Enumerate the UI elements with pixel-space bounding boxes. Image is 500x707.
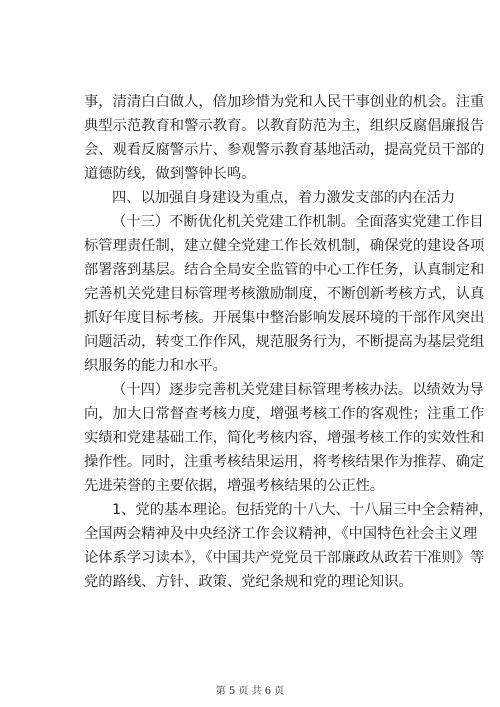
text-line: 会、观看反腐警示片、参观警示教育基地活动，提高党员干部的 <box>84 142 485 158</box>
text-line: 标管理责任制，建立健全党建工作长效机制，确保党的建设各项 <box>84 238 485 254</box>
text-line: 事，清清白白做人，倍加珍惜为党和人民干事创业的机会。注重 <box>84 94 485 110</box>
text-line: （十四）逐步完善机关党建目标管理考核办法。以绩效为导 <box>112 382 484 398</box>
text-line: 1、党的基本理论。包括党的十八大、十八届三中全会精神， <box>112 502 493 518</box>
text-line: 抓好年度目标考核。开展集中整治影响发展环境的干部作风突出 <box>84 310 485 326</box>
text-line: 先进荣誉的主要依据，增强考核结果的公正性。 <box>84 478 385 494</box>
text-line: 实绩和党建基础工作，简化考核内容，增强考核工作的实效性和 <box>84 430 485 446</box>
text-line: 操作性。同时，注重考核结果运用，将考核结果作为推荐、确定 <box>84 454 485 470</box>
text-line: 问题活动，转变工作作风，规范服务行为，不断提高为基层党组 <box>84 334 485 350</box>
text-line: 道德防线，做到警钟长鸣。 <box>84 166 256 182</box>
page-footer: 第 5 页 共 6 页 <box>215 686 285 697</box>
text-line: 织服务的能力和水平。 <box>84 358 227 374</box>
text-line: 论体系学习读本》，《中国共产党党员干部廉政从政若干准则》等 <box>84 550 485 566</box>
text-line: 完善机关党建目标管理考核激励制度，不断创新考核方式，认真 <box>84 286 485 302</box>
text-line: 全国两会精神及中央经济工作会议精神，《中国特色社会主义理 <box>84 526 478 542</box>
text-line: 党的路线、方针、政策、党纪条规和党的理论知识。 <box>84 574 413 590</box>
text-line: 部署落到基层。结合全局安全监管的中心工作任务，认真制定和 <box>84 262 485 278</box>
text-line: （十三）不断优化机关党建工作机制。全面落实党建工作目 <box>112 214 484 230</box>
body-text <box>84 90 493 594</box>
text-line: 典型示范教育和警示教育。以教育防范为主，组织反腐倡廉报告 <box>84 118 485 134</box>
text-line: 四、以加强自身建设为重点，着力激发支部的内在活力 <box>112 190 456 206</box>
text-line: 向，加大日常督查考核力度，增强考核工作的客观性；注重工作 <box>84 406 485 422</box>
